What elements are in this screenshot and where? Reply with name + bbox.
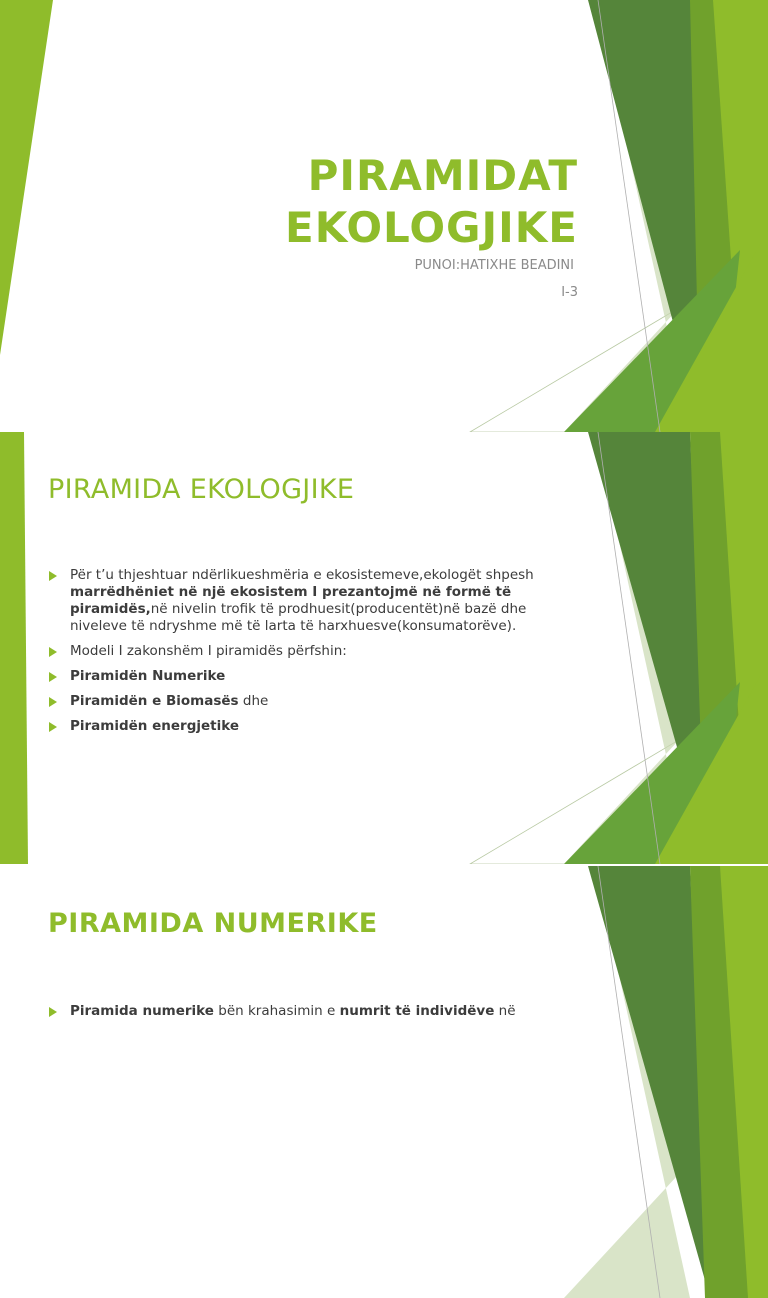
list-item: Piramida numerike bën krahasimin e numrit të individëve në	[48, 1003, 558, 1020]
list-item: Piramidën Numerike	[48, 668, 558, 685]
list-item: Për t’u thjeshtuar ndërlikueshmëria e ekosistemeve,ekologët shpesh marrëdhëniet në një ekosistem I prezantojmë në formë të piramidës,në nivelin trofik të prodhuesit(producentët)në bazë dhe niveleve të ndryshme më të larta të harxhuesve(konsumatorëve).	[48, 567, 558, 635]
slide-title: PIRAMIDA NUMERIKE	[48, 908, 378, 939]
bullet-list	[48, 1003, 558, 1028]
slide-2	[0, 432, 768, 864]
bullet-list	[48, 567, 558, 743]
list-item: Piramidën energjetike	[48, 718, 558, 735]
presentation-title: PIRAMIDAT EKOLOGJIKE	[285, 151, 578, 252]
slide-title: PIRAMIDA EKOLOGJIKE	[48, 474, 355, 505]
list-item: Piramidën e Biomasës dhe	[48, 693, 558, 710]
class-code-text: I-3	[561, 285, 578, 300]
slide-1	[0, 0, 768, 432]
author-text: PUNOI:HATIXHE BEADINI	[414, 258, 574, 273]
slide-3	[0, 866, 768, 1298]
list-item: Modeli I zakonshëm I piramidës përfshin:	[48, 643, 558, 660]
